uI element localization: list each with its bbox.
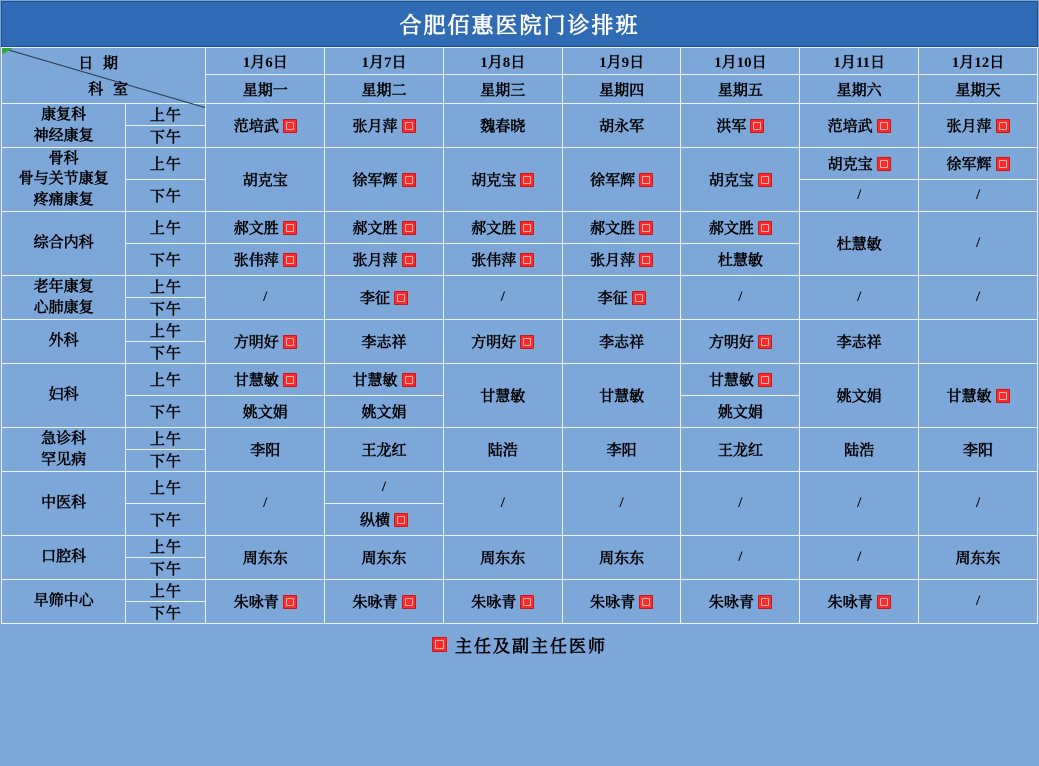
half-day-label-am: 上午 [126, 276, 206, 298]
doctor-name: 周东东 [955, 551, 1001, 567]
schedule-cell [800, 148, 919, 180]
half-day-label-am: 上午 [126, 148, 206, 180]
doctor-name: 徐军辉 [352, 169, 415, 190]
doctor-name: 陆浩 [487, 443, 518, 459]
schedule-cell [443, 536, 562, 580]
doctor-name: 洪军 [716, 115, 764, 136]
schedule-cell [681, 536, 800, 580]
half-day-label-pm: 下午 [126, 298, 206, 320]
empty-slot: / [263, 289, 268, 305]
schedule-cell [562, 536, 681, 580]
chief-physician-marker-icon [758, 595, 772, 609]
empty-slot: / [500, 495, 505, 511]
doctor-name: 张伟萍 [471, 249, 534, 270]
schedule-cell [325, 104, 444, 148]
schedule-cell [206, 212, 325, 244]
schedule-cell [681, 244, 800, 276]
schedule-cell [443, 244, 562, 276]
schedule-cell [681, 364, 800, 396]
schedule-cell [681, 148, 800, 212]
schedule-cell [919, 212, 1038, 276]
doctor-name: 李志祥 [599, 335, 645, 351]
chief-physician-marker-icon [520, 221, 534, 235]
schedule-cell [443, 104, 562, 148]
doctor-name: 张月萍 [947, 115, 1010, 136]
schedule-cell [206, 536, 325, 580]
schedule-cell [562, 472, 681, 536]
doctor-name: 胡克宝 [471, 169, 534, 190]
chief-physician-marker-icon [394, 291, 408, 305]
schedule-cell [919, 580, 1038, 624]
schedule-cell [562, 212, 681, 244]
half-day-label-am: 上午 [126, 472, 206, 504]
header-date-4: 1月10日 [681, 48, 800, 75]
schedule-cell [206, 276, 325, 320]
doctor-name: 纵横 [360, 509, 408, 530]
doctor-name: 魏春晓 [480, 119, 526, 135]
schedule-cell [919, 180, 1038, 212]
doctor-name: 姚文娟 [361, 405, 407, 421]
empty-slot: / [381, 479, 387, 495]
legend-label: 主任及副主任医师 [455, 636, 607, 656]
schedule-cell [919, 320, 1038, 364]
schedule-cell [325, 148, 444, 212]
half-day-label-pm: 下午 [126, 602, 206, 624]
chief-physician-marker-icon [996, 157, 1010, 171]
table-row [2, 428, 1038, 450]
department-label: 中医科 [2, 472, 126, 536]
doctor-name: 姚文娟 [717, 405, 763, 421]
doctor-name: 周东东 [242, 551, 288, 567]
half-day-label-pm: 下午 [126, 396, 206, 428]
schedule-cell [800, 104, 919, 148]
doctor-name: 陆浩 [844, 443, 875, 459]
chief-physician-marker-icon [639, 595, 653, 609]
chief-physician-marker-icon [877, 595, 891, 609]
half-day-label-pm: 下午 [126, 180, 206, 212]
legend-marker-icon [432, 637, 447, 652]
chief-physician-marker-icon [758, 221, 772, 235]
doctor-name: 朱咏青 [590, 591, 653, 612]
table-row [2, 148, 1038, 180]
table-header-row [2, 48, 1038, 75]
schedule-cell [800, 364, 919, 428]
schedule-cell [919, 364, 1038, 428]
table-row [2, 212, 1038, 244]
half-day-label-am: 上午 [126, 536, 206, 558]
header-date-1: 1月7日 [325, 48, 444, 75]
table-row [2, 276, 1038, 298]
doctor-name: 方明好 [234, 331, 297, 352]
chief-physician-marker-icon [996, 389, 1010, 403]
empty-slot: / [738, 289, 743, 305]
schedule-cell [443, 428, 562, 472]
page-title-text: 合肥佰惠医院门诊排班 [399, 12, 640, 38]
schedule-cell [206, 364, 325, 396]
schedule-cell [562, 148, 681, 212]
department-label: 急诊科 罕见病 [2, 428, 126, 472]
empty-slot: / [975, 495, 981, 511]
chief-physician-marker-icon [283, 119, 297, 133]
schedule-cell [206, 580, 325, 624]
half-day-label-pm: 下午 [126, 558, 206, 580]
schedule-cell [919, 276, 1038, 320]
schedule-cell [325, 428, 444, 472]
half-day-label-am: 上午 [126, 364, 206, 396]
schedule-cell [562, 428, 681, 472]
doctor-name: 李阳 [606, 443, 637, 459]
half-day-label-pm: 下午 [126, 450, 206, 472]
table-row [2, 320, 1038, 342]
schedule-body [2, 104, 1038, 624]
doctor-name: 周东东 [361, 551, 407, 567]
doctor-name: 张伟萍 [234, 249, 297, 270]
schedule-cell [681, 276, 800, 320]
schedule-cell [800, 580, 919, 624]
empty-slot: / [619, 495, 624, 511]
schedule-cell [800, 180, 919, 212]
doctor-name: 郝文胜 [352, 217, 415, 238]
chief-physician-marker-icon [394, 513, 408, 527]
chief-physician-marker-icon [758, 373, 772, 387]
empty-slot: / [975, 593, 981, 609]
schedule-cell [443, 364, 562, 428]
empty-slot: / [857, 549, 862, 565]
header-weekday-4: 星期五 [681, 75, 800, 104]
schedule-cell [443, 276, 562, 320]
schedule-cell [206, 244, 325, 276]
schedule-cell [800, 320, 919, 364]
doctor-name: 姚文娟 [242, 405, 288, 421]
doctor-name: 李志祥 [836, 335, 882, 351]
schedule-cell [562, 320, 681, 364]
header-date-2: 1月8日 [443, 48, 562, 75]
doctor-name: 张月萍 [352, 115, 415, 136]
schedule-cell [325, 212, 444, 244]
doctor-name: 朱咏青 [234, 591, 297, 612]
doctor-name: 胡克宝 [828, 153, 891, 174]
chief-physician-marker-icon [758, 335, 772, 349]
empty-slot: / [975, 187, 981, 203]
table-row [2, 472, 1038, 504]
schedule-cell [919, 472, 1038, 536]
doctor-name: 朱咏青 [828, 591, 891, 612]
half-day-label-pm: 下午 [126, 504, 206, 536]
schedule-sheet [0, 1, 1039, 766]
schedule-cell [681, 320, 800, 364]
chief-physician-marker-icon [996, 119, 1010, 133]
chief-physician-marker-icon [520, 253, 534, 267]
header-date-5: 1月11日 [800, 48, 919, 75]
schedule-cell [800, 212, 919, 276]
chief-physician-marker-icon [402, 221, 416, 235]
half-day-label-pm: 下午 [126, 244, 206, 276]
empty-slot: / [738, 495, 743, 511]
department-label: 老年康复 心肺康复 [2, 276, 126, 320]
schedule-cell [325, 244, 444, 276]
doctor-name: 杜慧敏 [717, 253, 763, 269]
department-label: 综合内科 [2, 212, 126, 276]
empty-slot: / [857, 187, 862, 203]
schedule-cell [562, 364, 681, 428]
chief-physician-marker-icon [402, 595, 416, 609]
schedule-cell [562, 276, 681, 320]
schedule-cell [206, 320, 325, 364]
header-date-6: 1月12日 [919, 48, 1038, 75]
header-date-3: 1月9日 [562, 48, 681, 75]
chief-physician-marker-icon [283, 221, 297, 235]
schedule-cell [206, 428, 325, 472]
doctor-name: 周东东 [599, 551, 645, 567]
empty-slot: / [975, 235, 981, 251]
chief-physician-marker-icon [639, 221, 653, 235]
doctor-name: 范培武 [828, 115, 891, 136]
chief-physician-marker-icon [283, 373, 297, 387]
schedule-cell [206, 148, 325, 212]
header-weekday-0: 星期一 [206, 75, 325, 104]
schedule-cell [325, 472, 444, 504]
schedule-cell [206, 472, 325, 536]
empty-slot: / [975, 289, 981, 305]
department-label: 妇科 [2, 364, 126, 428]
schedule-cell [800, 472, 919, 536]
table-row [2, 580, 1038, 602]
doctor-name: 李征 [598, 287, 646, 308]
doctor-name: 李阳 [250, 443, 281, 459]
schedule-cell [443, 320, 562, 364]
doctor-name: 周东东 [480, 551, 526, 567]
doctor-name: 朱咏青 [709, 591, 772, 612]
empty-slot: / [857, 289, 862, 305]
header-weekday-6: 星期天 [919, 75, 1038, 104]
doctor-name: 胡永军 [599, 119, 645, 135]
header-date-label: 日 期 [78, 56, 122, 72]
doctor-name: 方明好 [709, 331, 772, 352]
doctor-name: 胡克宝 [242, 173, 288, 189]
doctor-name: 朱咏青 [352, 591, 415, 612]
header-corner [2, 48, 206, 104]
header-weekday-1: 星期二 [325, 75, 444, 104]
half-day-label-pm: 下午 [126, 342, 206, 364]
chief-physician-marker-icon [402, 253, 416, 267]
chief-physician-marker-icon [520, 335, 534, 349]
schedule-cell [443, 472, 562, 536]
doctor-name: 郝文胜 [709, 217, 772, 238]
doctor-name: 方明好 [471, 331, 534, 352]
schedule-cell [800, 276, 919, 320]
header-weekday-5: 星期六 [800, 75, 919, 104]
chief-physician-marker-icon [283, 335, 297, 349]
legend [0, 624, 1039, 664]
header-dept-label: 科 室 [88, 82, 132, 98]
doctor-name: 朱咏青 [471, 591, 534, 612]
doctor-name: 甘慧敏 [599, 389, 645, 405]
empty-slot: / [263, 495, 268, 511]
chief-physician-marker-icon [639, 253, 653, 267]
doctor-name: 姚文娟 [836, 389, 882, 405]
chief-physician-marker-icon [632, 291, 646, 305]
schedule-cell [681, 472, 800, 536]
chief-physician-marker-icon [520, 595, 534, 609]
half-day-label-am: 上午 [126, 320, 206, 342]
doctor-name: 范培武 [234, 115, 297, 136]
department-label: 外科 [2, 320, 126, 364]
doctor-name: 张月萍 [590, 249, 653, 270]
chief-physician-marker-icon [639, 173, 653, 187]
doctor-name: 甘慧敏 [480, 389, 526, 405]
doctor-name: 胡克宝 [709, 169, 772, 190]
doctor-name: 甘慧敏 [352, 369, 415, 390]
chief-physician-marker-icon [402, 119, 416, 133]
schedule-cell [325, 276, 444, 320]
empty-slot: / [500, 289, 505, 305]
empty-slot: / [738, 549, 743, 565]
schedule-cell [919, 536, 1038, 580]
schedule-cell [681, 580, 800, 624]
table-row [2, 364, 1038, 396]
schedule-cell [325, 580, 444, 624]
chief-physician-marker-icon [750, 119, 764, 133]
doctor-name: 李志祥 [361, 335, 407, 351]
doctor-name: 张月萍 [352, 249, 415, 270]
schedule-cell [325, 396, 444, 428]
doctor-name: 郝文胜 [590, 217, 653, 238]
half-day-label-am: 上午 [126, 580, 206, 602]
chief-physician-marker-icon [877, 157, 891, 171]
doctor-name: 王龙红 [717, 443, 763, 459]
doctor-name: 杜慧敏 [836, 237, 882, 253]
schedule-cell [325, 364, 444, 396]
schedule-cell [325, 320, 444, 364]
schedule-cell [919, 428, 1038, 472]
doctor-name: 徐军辉 [590, 169, 653, 190]
department-label: 早筛中心 [2, 580, 126, 624]
department-label: 康复科 神经康复 [2, 104, 126, 148]
doctor-name: 李阳 [963, 443, 994, 459]
schedule-cell [443, 148, 562, 212]
schedule-cell [443, 580, 562, 624]
empty-slot: / [857, 495, 862, 511]
schedule-cell [562, 244, 681, 276]
schedule-cell [681, 428, 800, 472]
doctor-name: 甘慧敏 [234, 369, 297, 390]
schedule-cell [919, 104, 1038, 148]
schedule-cell [562, 580, 681, 624]
header-date-0: 1月6日 [206, 48, 325, 75]
table-row [2, 536, 1038, 558]
half-day-label-am: 上午 [126, 104, 206, 126]
department-label: 骨科 骨与关节康复 疼痛康复 [2, 148, 126, 212]
half-day-label-pm: 下午 [126, 126, 206, 148]
header-weekday-3: 星期四 [562, 75, 681, 104]
schedule-cell [325, 504, 444, 536]
chief-physician-marker-icon [402, 173, 416, 187]
schedule-cell [562, 104, 681, 148]
doctor-name: 甘慧敏 [709, 369, 772, 390]
doctor-name: 郝文胜 [471, 217, 534, 238]
schedule-table [1, 47, 1038, 624]
half-day-label-am: 上午 [126, 428, 206, 450]
schedule-cell [206, 104, 325, 148]
chief-physician-marker-icon [877, 119, 891, 133]
schedule-cell [681, 104, 800, 148]
chief-physician-marker-icon [402, 373, 416, 387]
schedule-cell [206, 396, 325, 428]
schedule-cell [800, 536, 919, 580]
doctor-name: 王龙红 [361, 443, 407, 459]
schedule-cell [919, 148, 1038, 180]
chief-physician-marker-icon [520, 173, 534, 187]
chief-physician-marker-icon [758, 173, 772, 187]
schedule-cell [681, 396, 800, 428]
chief-physician-marker-icon [283, 595, 297, 609]
half-day-label-am: 上午 [126, 212, 206, 244]
schedule-cell [443, 212, 562, 244]
department-label: 口腔科 [2, 536, 126, 580]
page-title [1, 1, 1038, 47]
doctor-name: 郝文胜 [234, 217, 297, 238]
chief-physician-marker-icon [283, 253, 297, 267]
schedule-cell [681, 212, 800, 244]
doctor-name: 李征 [360, 287, 408, 308]
doctor-name: 徐军辉 [947, 153, 1010, 174]
schedule-cell [800, 428, 919, 472]
doctor-name: 甘慧敏 [947, 385, 1010, 406]
header-weekday-2: 星期三 [443, 75, 562, 104]
schedule-cell [325, 536, 444, 580]
